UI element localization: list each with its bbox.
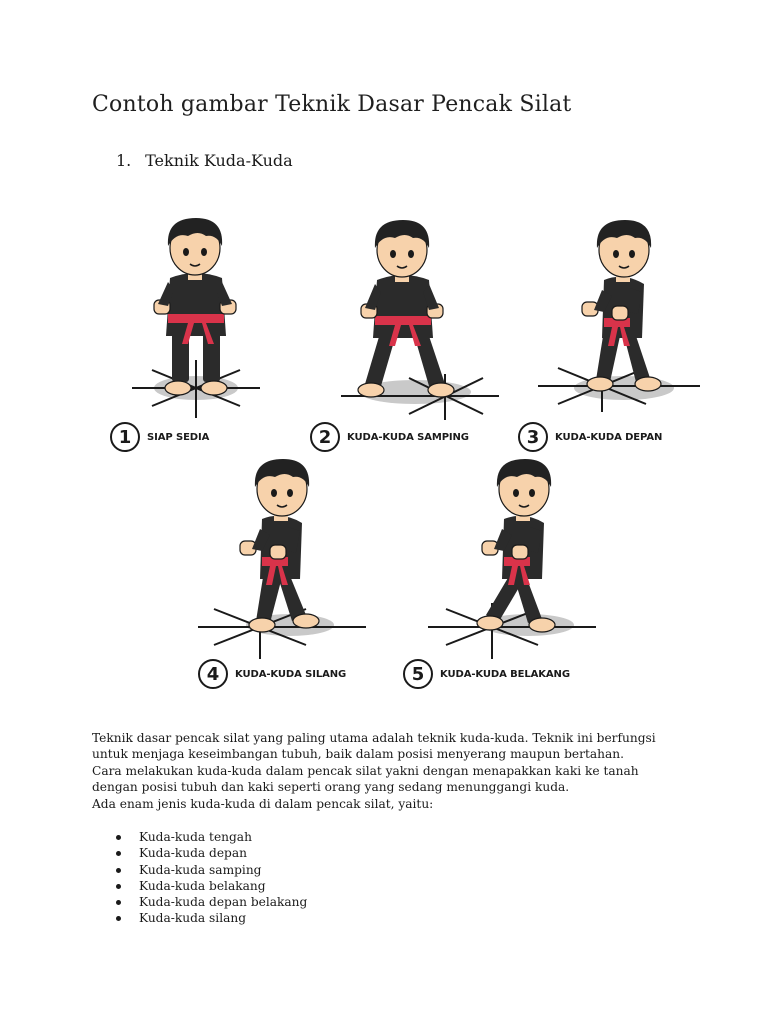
silat-figure-illustration (538, 214, 703, 424)
figure-label: SIAP SEDIA (147, 431, 210, 443)
list-item: Kuda-kuda depan (92, 845, 307, 861)
paragraph-line: Teknik dasar pencak silat yang paling utama adalah teknik kuda-kuda. Teknik ini berfungsi (92, 731, 656, 745)
figure-label: KUDA-KUDA DEPAN (555, 431, 663, 443)
figure-number-badge: 3 (518, 422, 548, 452)
figure-caption-4 (198, 659, 346, 689)
stance-figure-5 (428, 455, 598, 660)
page-title: Contoh gambar Teknik Dasar Pencak Silat (92, 92, 572, 117)
figure-caption-2 (310, 422, 469, 452)
bullet-icon (116, 851, 121, 856)
silat-figure-illustration (198, 455, 368, 660)
figure-number-badge: 4 (198, 659, 228, 689)
list-item: Kuda-kuda samping (92, 862, 307, 878)
figure-number-badge: 5 (403, 659, 433, 689)
figure-label: KUDA-KUDA BELAKANG (440, 668, 570, 680)
bullet-icon (116, 900, 121, 905)
paragraph-line: Ada enam jenis kuda-kuda di dalam pencak silat, yaitu: (92, 796, 434, 811)
figure-label: KUDA-KUDA SAMPING (347, 431, 469, 443)
figure-number-badge: 1 (110, 422, 140, 452)
bullet-icon (116, 916, 121, 921)
section-heading (116, 151, 293, 170)
body-paragraph (92, 730, 702, 812)
stance-figure-1 (130, 212, 265, 422)
silat-figure-illustration (130, 212, 265, 422)
paragraph-line: untuk menjaga keseimbangan tubuh, baik dalam posisi menyerang maupun bertahan. (92, 747, 624, 762)
paragraph-line: Cara melakukan kuda-kuda dalam pencak silat yakni dengan menapakkan kaki ke tanah (92, 763, 639, 778)
paragraph-line: dengan posisi tubuh dan kaki seperti orang yang sedang menunggangi kuda. (92, 780, 570, 795)
list-item: Kuda-kuda silang (92, 910, 307, 926)
figure-caption-5 (403, 659, 570, 689)
list-item: Kuda-kuda depan belakang (92, 894, 307, 910)
stance-figure-3 (538, 214, 703, 424)
stance-figure-2 (335, 214, 500, 424)
figure-caption-1 (110, 422, 209, 452)
stance-types-list (92, 829, 307, 927)
section-number: 1. (116, 151, 132, 170)
figure-label: KUDA-KUDA SILANG (235, 668, 347, 680)
figure-number-badge: 2 (310, 422, 340, 452)
bullet-icon (116, 884, 121, 889)
list-item: Kuda-kuda tengah (92, 829, 307, 845)
silat-figure-illustration (335, 214, 500, 424)
section-title: Teknik Kuda-Kuda (145, 151, 293, 170)
silat-figure-illustration (428, 455, 598, 660)
stance-figure-4 (198, 455, 368, 660)
list-item: Kuda-kuda belakang (92, 878, 307, 894)
figure-caption-3 (518, 422, 662, 452)
bullet-icon (116, 835, 121, 840)
bullet-icon (116, 868, 121, 873)
